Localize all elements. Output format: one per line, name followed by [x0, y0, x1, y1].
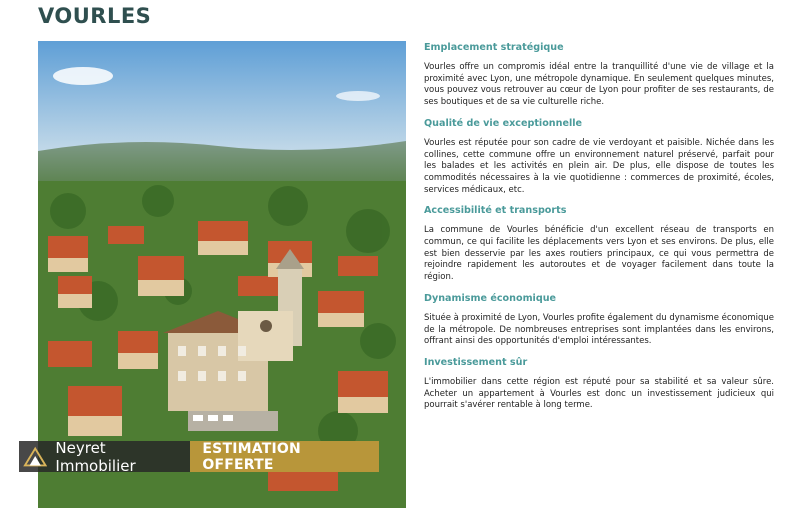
section-title-investment: Investissement sûr [424, 356, 528, 368]
section-title-quality: Qualité de vie exceptionnelle [424, 117, 583, 129]
section-body-location: Vourles offre un compromis idéal entre la tranquillité d'une vie de village et la proximité avec Lyon, une métropole dynamique. En seulement quelques minutes, vous pouvez vous retrouver au cœur de Lyon pour profiter de ses restaurants, de ses boutiques et de sa vie culturelle riche. [424, 62, 774, 108]
agency-logo-icon [23, 446, 47, 468]
agency-name: Neyret Immobilier [55, 438, 136, 475]
section-title-location: Emplacement stratégique [424, 42, 564, 53]
agency-banner[interactable] [19, 438, 379, 475]
section-body-quality: Vourles est réputée pour son cadre de vie verdoyant et paisible. Nichée dans les collines, cette commune offre un environnement naturel préservé, parfait pour les balades et les activités en plein air. De plus, elle dispose de toutes les commodités nécessaires à la vie quotidienne : commerces de proximité, écoles, services médicaux, etc. [424, 137, 774, 195]
section-body-access: La commune de Vourles bénéficie d'un excellent réseau de transports en commun, ce qui facilite les déplacements vers Lyon et ses environs. De plus, elle est bien desservie par les axes routiers principaux, ce qui vous permettra de rejoindre rapidement les autoroutes et de voyager facilement dans toute la région. [424, 225, 774, 283]
section-title-access: Accessibilité et transports [424, 205, 567, 217]
section-title-economy: Dynamisme économique [424, 292, 557, 304]
content-column [424, 42, 774, 421]
section-body-economy: Située à proximité de Lyon, Vourles profite également du dynamisme économique de la métropole. De nombreuses entreprises sont implantées dans les environs, offrant ainsi des opportunités d'emploi intéressantes. [424, 312, 774, 347]
page-title: VOURLES [38, 4, 152, 28]
agency-brand[interactable] [19, 438, 190, 475]
section-body-investment: L'immobilier dans cette région est réputé pour sa stabilité et sa valeur sûre. Acheter un appartement à Vourles est donc un investissement judicieux qui pourrait s'avérer rentable à long terme. [424, 376, 774, 411]
estimation-button[interactable]: ESTIMATION OFFERTE [190, 441, 379, 472]
